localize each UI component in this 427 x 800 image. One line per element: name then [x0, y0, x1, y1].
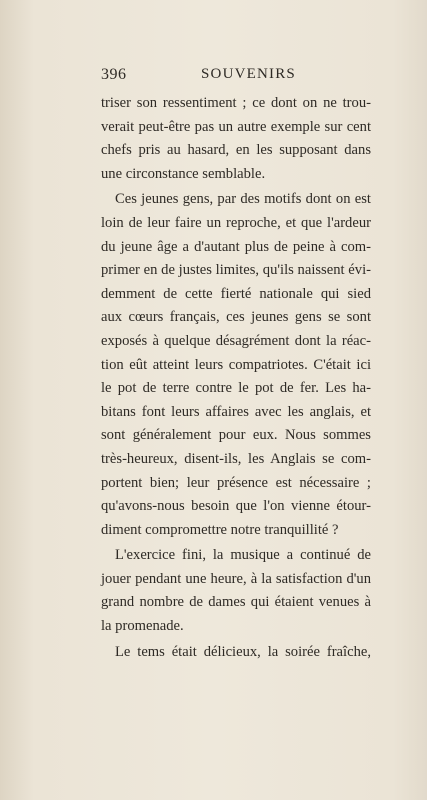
text-line: demment de cette fierté nationale qui sied	[101, 285, 371, 302]
text-line: du jeune âge a d'autant plus de peine à com-	[101, 238, 371, 255]
text-line: L'exercice fini, la musique a continué de	[115, 547, 371, 564]
text-line: loin de leur faire un reproche, et que l'ardeur	[101, 214, 371, 231]
text-line: jouer pendant une heure, à la satisfaction d'un	[101, 570, 371, 587]
body-text	[101, 92, 371, 664]
text-line: grand nombre de dames qui étaient venues à	[101, 594, 371, 611]
text-line: exposés à quelque désagrément dont la réac-	[101, 332, 371, 349]
text-line: la promenade.	[101, 618, 184, 635]
text-line: verait peut-être pas un autre exemple sur cent	[101, 118, 371, 135]
text-line: tion eût atteint leurs compatriotes. C'était ici	[101, 356, 371, 373]
text-line: chefs pris au hasard, en les supposant dans	[101, 142, 371, 159]
page-number: 396	[101, 66, 127, 83]
page-header	[101, 66, 371, 86]
text-line: aux cœurs français, ces jeunes gens se sont	[101, 309, 371, 326]
running-title: SOUVENIRS	[201, 66, 296, 82]
text-line: très-heureux, disent-ils, les Anglais se com-	[101, 450, 371, 467]
text-line: sont généralement pour eux. Nous sommes	[101, 427, 371, 444]
text-line: triser son ressentiment ; ce dont on ne trou-	[101, 95, 371, 111]
text-line: le pot de terre contre le pot de fer. Les ha-	[101, 380, 371, 397]
text-line: Ces jeunes gens, par des motifs dont on est	[115, 191, 371, 208]
text-line: primer en de justes limites, qu'ils naissent évi-	[101, 262, 371, 279]
text-line: Le tems était délicieux, la soirée fraîche,	[115, 643, 371, 660]
text-line: diment compromettre notre tranquillité ?	[101, 521, 339, 538]
text-line: portent bien; leur présence est nécessaire ;	[101, 474, 371, 491]
text-line: qu'avons-nous besoin que l'on vienne étour-	[101, 498, 371, 515]
text-line: une circonstance semblable.	[101, 165, 266, 182]
text-line: bitans font leurs affaires avec les anglais, et	[101, 403, 371, 420]
